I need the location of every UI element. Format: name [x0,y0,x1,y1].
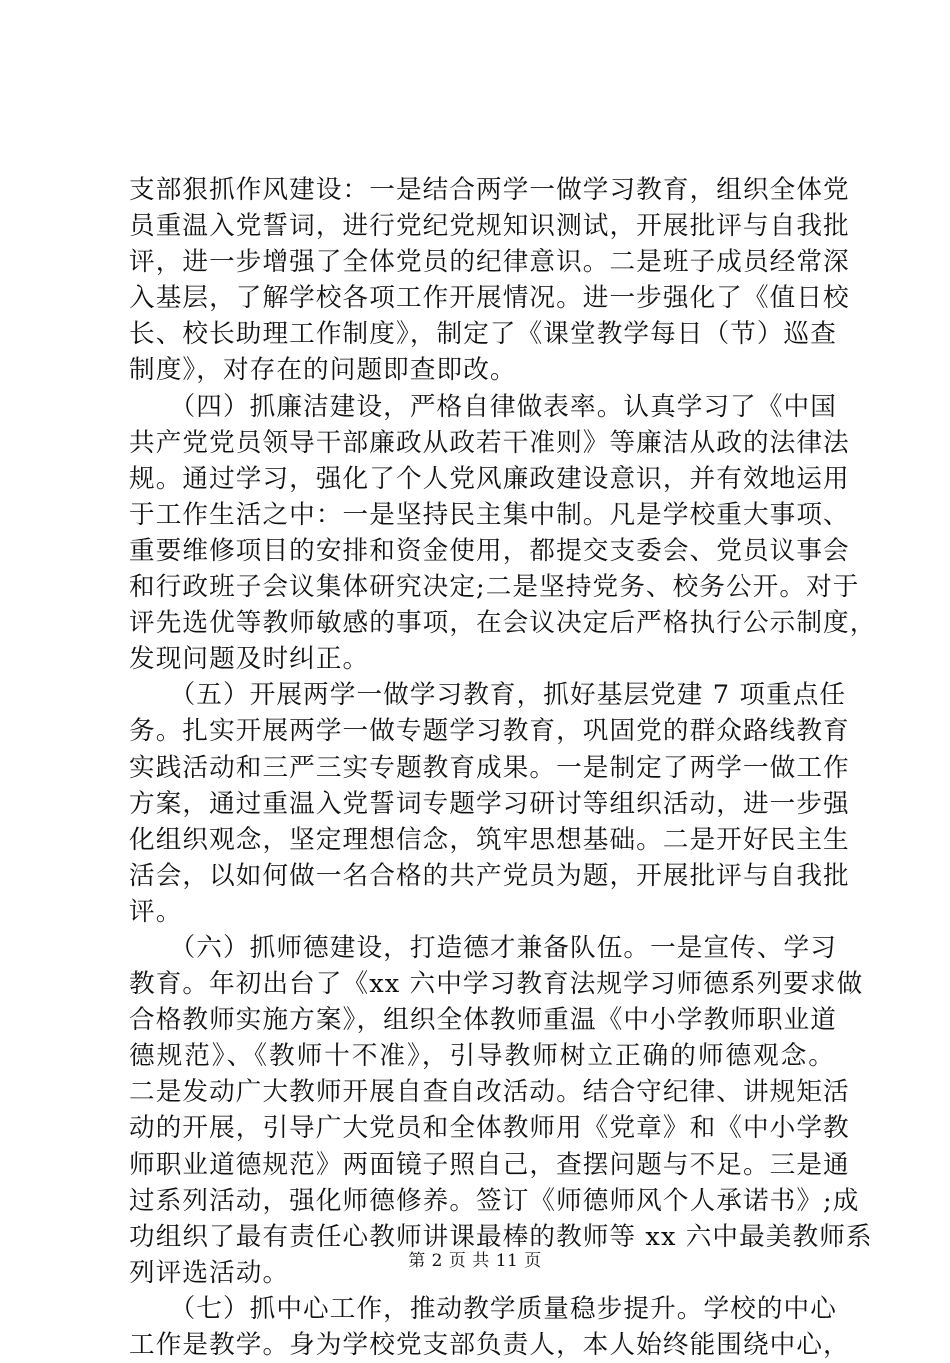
text-line: 员重温入党誓词，进行党纪党规知识测试，开展批评与自我批 [129,211,850,242]
text-line: 规。通过学习，强化了个人党风廉政建设意识，并有效地运用 [129,463,850,494]
text-line: 合格教师实施方案》，组织全体教师重温《中小学教师职业道 [129,1005,837,1036]
text-line: 活会，以如何做一名合格的共产党员为题，开展批评与自我批 [129,860,850,891]
text-line: 教育。年初出台了《xx 六中学习教育法规学习师德系列要求做 [129,969,864,1000]
text-line: 评先选优等教师敏感的事项，在会议决定后严格执行公示制度， [129,608,877,639]
text-line: 和行政班子会议集体研究决定;二是坚持党务、校务公开。对于 [129,572,860,603]
text-line: 功组织了最有责任心教师讲课最棒的教师等 xx 六中最美教师系 [129,1221,873,1252]
text-line: 于工作生活之中：一是坚持民主集中制。凡是学校重大事项、 [129,499,850,530]
text-line: 评。 [129,896,183,927]
page-footer: 第 2 页 共 11 页 [408,1251,542,1271]
text-line: （五）开展两学一做学习教育，抓好基层党建 7 项重点任 [129,680,847,711]
text-line: 长、校长助理工作制度》，制定了《课堂教学每日（节）巡查 [129,319,837,350]
text-line: 过系列活动，强化师德修养。签订《师德师风个人承诺书》;成 [129,1185,860,1216]
text-line: 重要维修项目的安排和资金使用，都提交支委会、党员议事会 [129,535,850,566]
text-line: 支部狠抓作风建设：一是结合两学一做学习教育，组织全体党 [129,175,850,205]
text-line: 动的开展，引导广大党员和全体教师用《党章》和《中小学教 [129,1113,850,1144]
text-line: 方案，通过重温入党誓词专题学习研讨等组织活动，进一步强 [129,788,850,819]
text-line: 列评选活动。 [129,1257,290,1288]
body-text [129,172,877,1363]
text-line: 德规范》、《教师十不准》，引导教师树立正确的师德观念。 [129,1041,835,1072]
text-line: 工作是教学。身为学校党支部负责人，本人始终能围绕中心， [129,1330,850,1360]
text-line: 发现问题及时纠正。 [129,644,370,675]
text-line: 二是发动广大教师开展自查自改活动。结合守纪律、讲规矩活 [129,1077,850,1108]
text-line: 务。扎实开展两学一做专题学习教育，巩固党的群众路线教育 [129,716,850,747]
text-line: （七）抓中心工作，推动教学质量稳步提升。学校的中心 [129,1293,837,1324]
text-line: 共产党党员领导干部廉政从政若干准则》等廉洁从政的法律法 [129,427,850,458]
text-line: 入基层，了解学校各项工作开展情况。进一步强化了《值日校 [129,283,850,314]
text-line: 化组织观念，坚定理想信念，筑牢思想基础。二是开好民主生 [129,824,850,855]
text-line: 评，进一步增强了全体党员的纪律意识。二是班子成员经常深 [129,247,850,278]
text-line: （六）抓师德建设，打造德才兼备队伍。一是宣传、学习 [129,932,837,963]
text-line: 实践活动和三严三实专题教育成果。一是制定了两学一做工作 [129,752,850,783]
text-line: 师职业道德规范》两面镜子照自己，查摆问题与不足。三是通 [129,1149,850,1180]
text-line: 制度》，对存在的问题即查即改。 [129,355,517,386]
text-line: （四）抓廉洁建设，严格自律做表率。认真学习了《中国 [129,391,837,422]
